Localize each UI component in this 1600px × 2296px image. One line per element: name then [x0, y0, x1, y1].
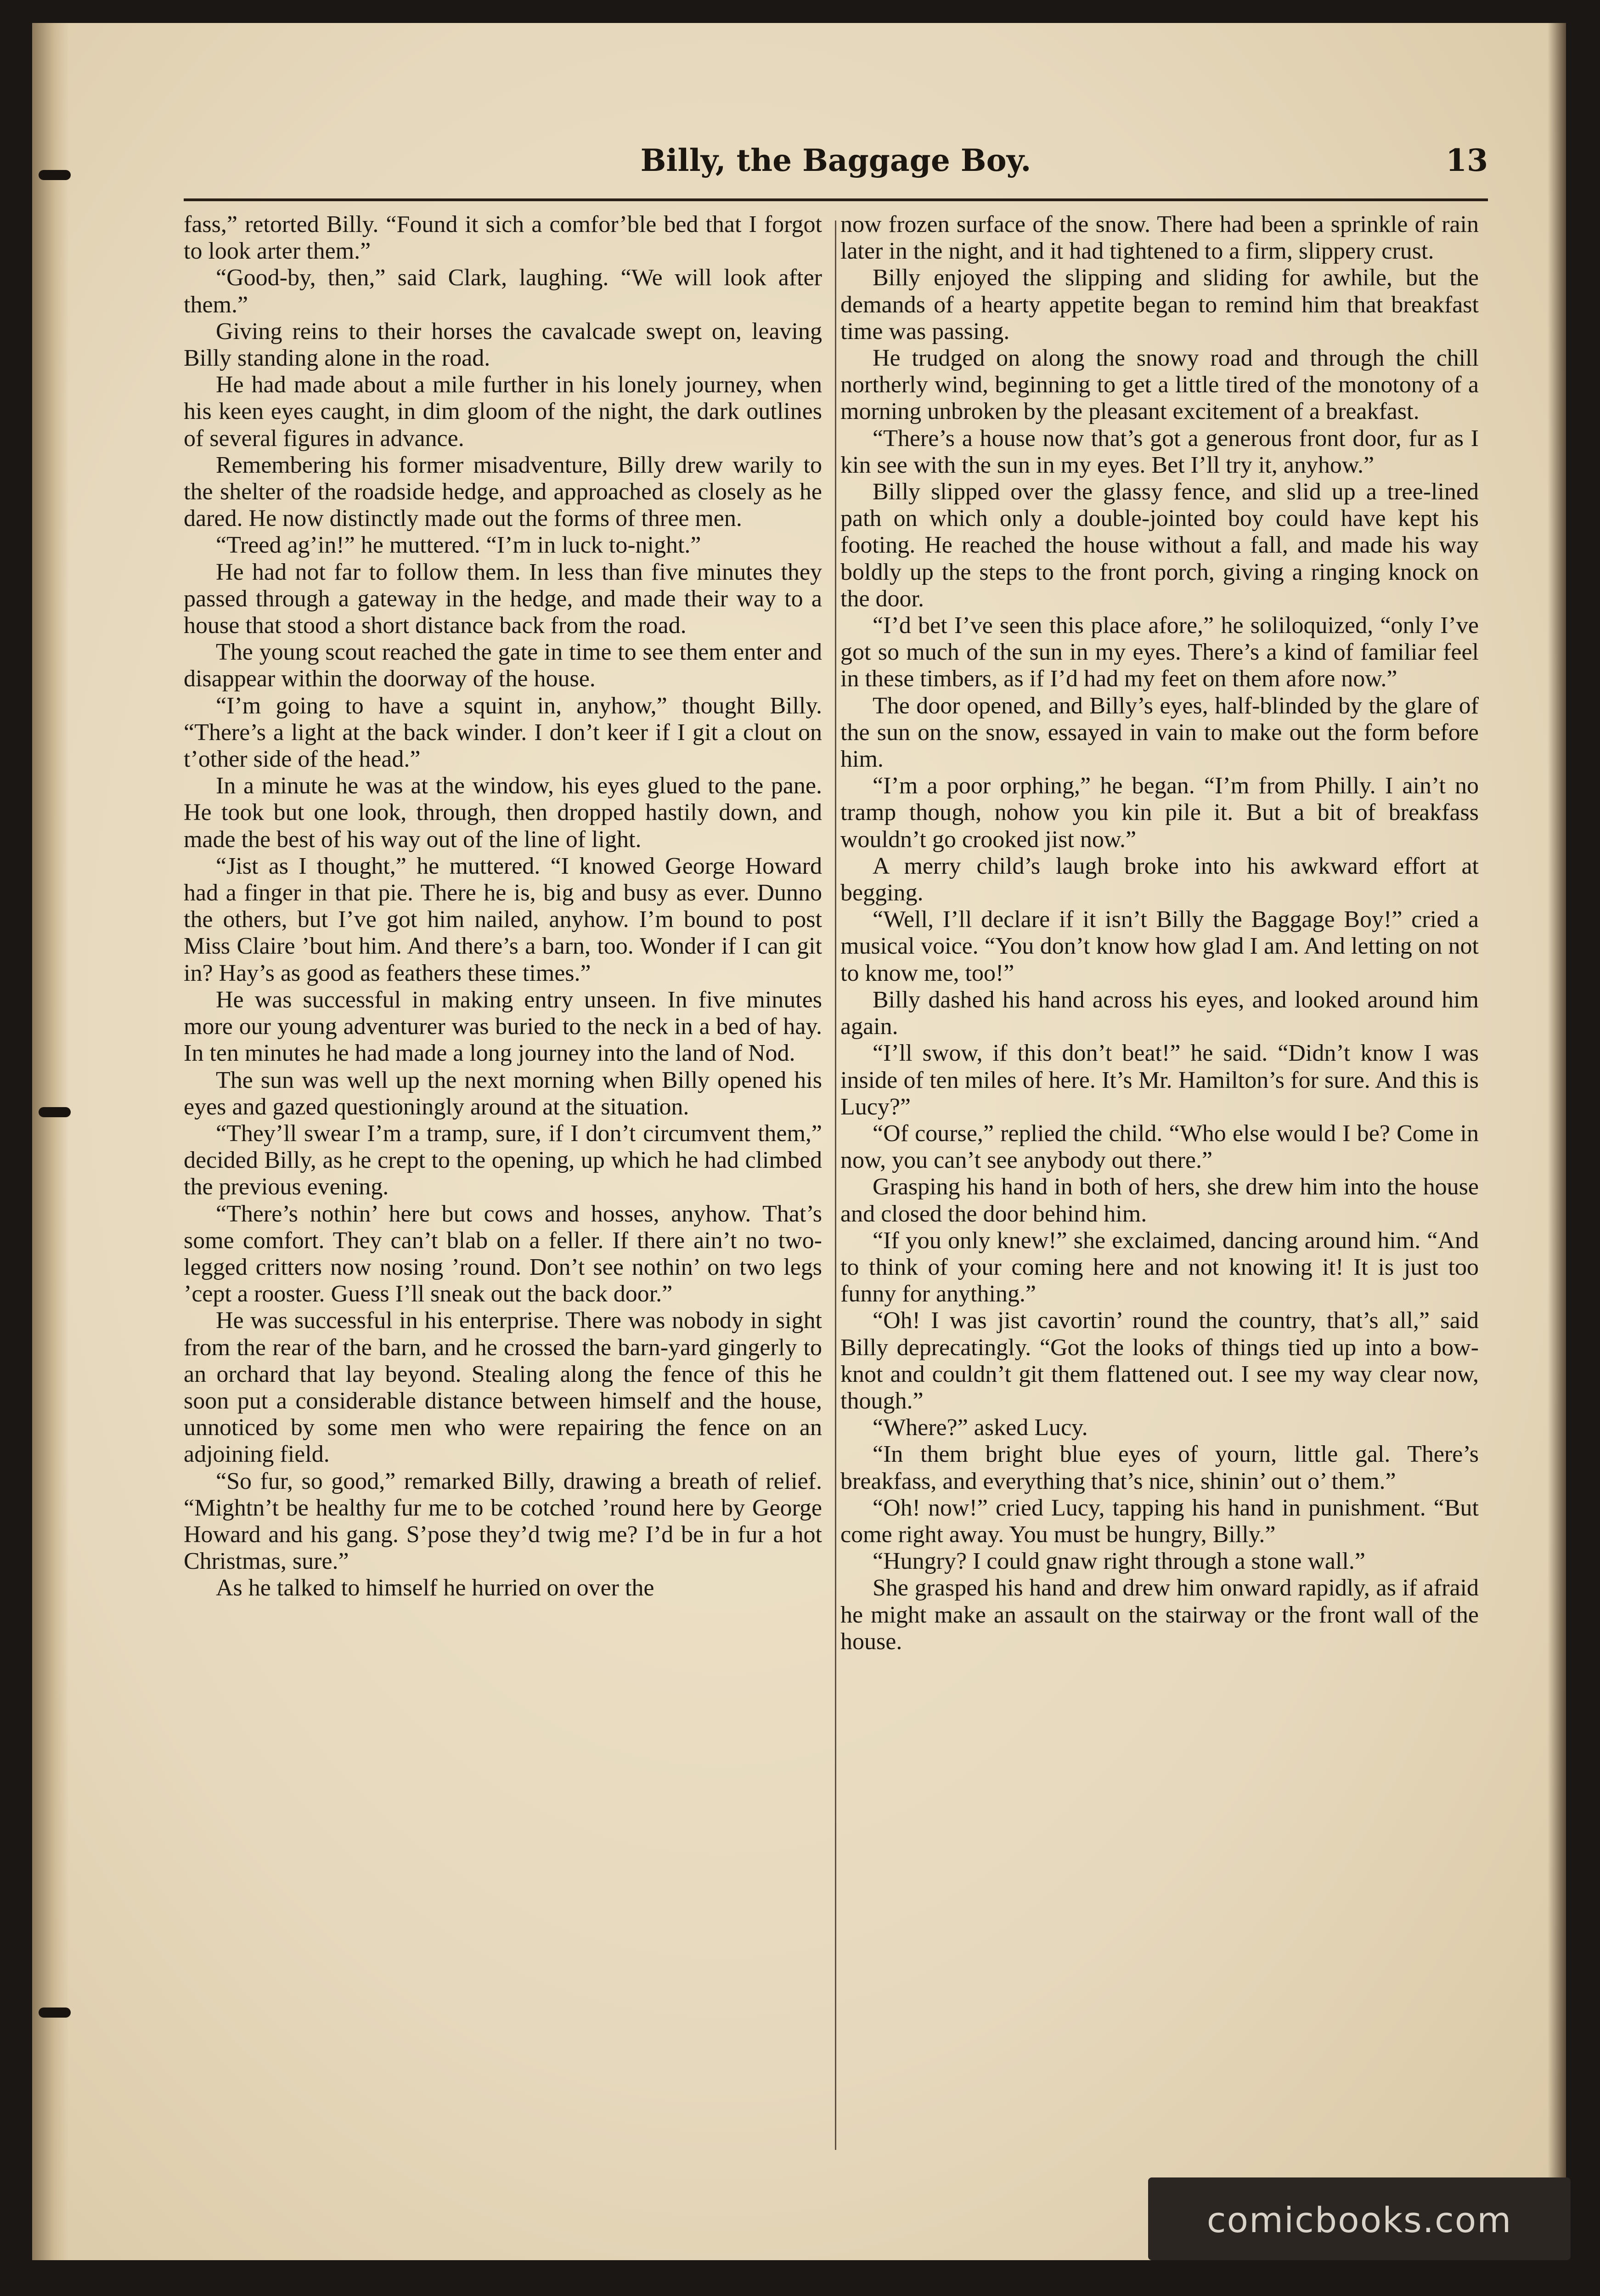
paragraph: He had not far to follow them. In less than five minutes they passed through a gateway in the hedge, and made their way to a house that stood a short distance back from the road.	[184, 559, 822, 639]
paragraph: now frozen surface of the snow. There had been a sprinkle of rain later in the night, and it had tightened to a firm, slippery crust.	[840, 211, 1479, 265]
paragraph: Remembering his former misadventure, Billy drew warily to the shelter of the roadside hedge, and approached as closely as he dared. He now distinctly made out the forms of three men.	[184, 452, 822, 532]
paragraph: Giving reins to their horses the cavalcade swept on, leaving Billy standing alone in the road.	[184, 318, 822, 372]
paragraph: “I’m going to have a squint in, anyhow,” thought Billy. “There’s a light at the back winder. I don’t keer if I git a clout on t’other side of the head.”	[184, 692, 822, 773]
page-edge-shadow	[1548, 23, 1566, 2260]
paragraph: He was successful in making entry unseen. In five minutes more our young adventurer was buried to the neck in a bed of hay. In ten minutes he had made a long journey into the land of Nod.	[184, 986, 822, 1067]
paragraph: “Good-by, then,” said Clark, laughing. “We will look after them.”	[184, 265, 822, 318]
paragraph: He was successful in his enterprise. There was nobody in sight from the rear of the barn, and he crossed the barn-yard gingerly to an orchard that lay beyond. Stealing along the fence of this he soon put a considerable distance between himself and the house, unnoticed by some men who were repairing the fence on an adjoining field.	[184, 1307, 822, 1468]
paragraph: “I’d bet I’ve seen this place afore,” he soliloquized, “only I’ve got so much of the sun in my eyes. There’s a kind of familiar feel in these timbers, as if I’d had my feet on them afore now.”	[840, 612, 1479, 692]
paragraph: “Of course,” replied the child. “Who else would I be? Come in now, you can’t see anybody out there.”	[840, 1120, 1479, 1174]
binding-staple-mark	[39, 2008, 71, 2018]
paragraph: Billy enjoyed the slipping and sliding for awhile, but the demands of a hearty appetite began to remind him that breakfast time was passing.	[840, 265, 1479, 345]
paragraph: He trudged on along the snowy road and through the chill northerly wind, beginning to get a little tired of the monotony of a morning unbroken by the pleasant excitement of a breakfast.	[840, 345, 1479, 425]
paragraph: “If you only knew!” she exclaimed, dancing around him. “And to think of your coming here and not knowing it! It is just too funny for anything.”	[840, 1227, 1479, 1307]
paragraph: “So fur, so good,” remarked Billy, drawing a breath of relief. “Mightn’t be healthy fur me to be cotched ’round here by George Howard and his gang. S’pose they’d twig me? I’d be in fur a hot Christmas, sure.”	[184, 1468, 822, 1575]
column-divider	[835, 221, 836, 2150]
paragraph: “Jist as I thought,” he muttered. “I knowed George Howard had a finger in that pie. There he is, big and busy as ever. Dunno the others, but I’ve got him nailed, anyhow. I’m bound to post Miss Claire ’bout him. And there’s a barn, too. Wonder if I can git in? Hay’s as good as feathers these times.”	[184, 853, 822, 986]
right-column	[840, 211, 1479, 1655]
paragraph: “I’m a poor orphing,” he began. “I’m from Philly. I ain’t no tramp though, nohow you kin pile it. But a bit of breakfass wouldn’t go crooked jist now.”	[840, 773, 1479, 853]
paragraph: He had made about a mile further in his lonely journey, when his keen eyes caught, in dim gloom of the night, the dark outlines of several figures in advance.	[184, 372, 822, 452]
page-number: 13	[1446, 142, 1488, 178]
paragraph: “Oh! now!” cried Lucy, tapping his hand in punishment. “But come right away. You must be hungry, Billy.”	[840, 1494, 1479, 1548]
paragraph: “I’ll swow, if this don’t beat!” he said. “Didn’t know I was inside of ten miles of here. It’s Mr. Hamilton’s for sure. And this is Lucy?”	[840, 1040, 1479, 1120]
paragraph: Billy slipped over the glassy fence, and slid up a tree-lined path on which only a double-jointed boy could have kept his footing. He reached the house without a fall, and made his way boldly up the steps to the front porch, giving a ringing knock on the door.	[840, 479, 1479, 612]
paragraph: “Hungry? I could gnaw right through a stone wall.”	[873, 1548, 1365, 1575]
running-title: Billy, the Baggage Boy.	[640, 142, 1031, 178]
paragraph: Billy dashed his hand across his eyes, and looked around him again.	[840, 986, 1479, 1040]
paragraph: She grasped his hand and drew him onward rapidly, as if afraid he might make an assault on the stairway or the front wall of the house.	[840, 1575, 1479, 1655]
page-header	[184, 124, 1488, 188]
paragraph: In a minute he was at the window, his eyes glued to the pane. He took but one look, through, then dropped hastily down, and made the best of his way out of the line of light.	[184, 773, 822, 853]
paragraph: As he talked to himself he hurried on over the	[216, 1575, 654, 1601]
paragraph: “They’ll swear I’m a tramp, sure, if I don’t circumvent them,” decided Billy, as he crept to the opening, up which he had climbed the previous evening.	[184, 1120, 822, 1200]
left-column	[184, 211, 822, 1602]
header-rule	[184, 198, 1488, 201]
paragraph: The young scout reached the gate in time to see them enter and disappear within the doorway of the house.	[184, 639, 822, 692]
paragraph: “Treed ag’in!” he muttered. “I’m in luck to-night.”	[216, 532, 701, 559]
paragraph: fass,” retorted Billy. “Found it sich a comfor’ble bed that I forgot to look arter them.”	[184, 211, 822, 265]
page-spine-shadow	[32, 23, 69, 2260]
binding-staple-mark	[39, 170, 71, 180]
paragraph: “There’s nothin’ here but cows and hosses, anyhow. That’s some comfort. They can’t blab on a feller. If there ain’t no two-legged critters now nosing ’round. Don’t see nothin’ on two legs ’cept a rooster. Guess I’ll sneak out the back door.”	[184, 1200, 822, 1307]
paragraph: “Well, I’ll declare if it isn’t Billy the Baggage Boy!” cried a musical voice. “You don’t know how glad I am. And letting on not to know me, too!”	[840, 906, 1479, 986]
paragraph: A merry child’s laugh broke into his awkward effort at begging.	[840, 853, 1479, 906]
paragraph: “There’s a house now that’s got a generous front door, fur as I kin see with the sun in my eyes. Bet I’ll try it, anyhow.”	[840, 425, 1479, 478]
paragraph: The sun was well up the next morning when Billy opened his eyes and gazed questioningly around at the situation.	[184, 1067, 822, 1120]
watermark-badge	[1148, 2177, 1571, 2260]
paragraph: The door opened, and Billy’s eyes, half-blinded by the glare of the sun on the snow, essayed in vain to make out the form before him.	[840, 692, 1479, 773]
paragraph: “Oh! I was jist cavortin’ round the country, that’s all,” said Billy deprecatingly. “Got the looks of things tied up into a bow-knot and couldn’t git them flattened out. I see my way clear now, though.”	[840, 1307, 1479, 1414]
watermark-text: comicbooks.com	[1206, 2200, 1512, 2240]
paragraph: Grasping his hand in both of hers, she drew him into the house and closed the door behind him.	[840, 1174, 1479, 1227]
paragraph: “Where?” asked Lucy.	[873, 1414, 1088, 1441]
binding-staple-mark	[39, 1107, 71, 1117]
paragraph: “In them bright blue eyes of yourn, little gal. There’s breakfass, and everything that’s nice, shinin’ out o’ them.”	[840, 1441, 1479, 1494]
